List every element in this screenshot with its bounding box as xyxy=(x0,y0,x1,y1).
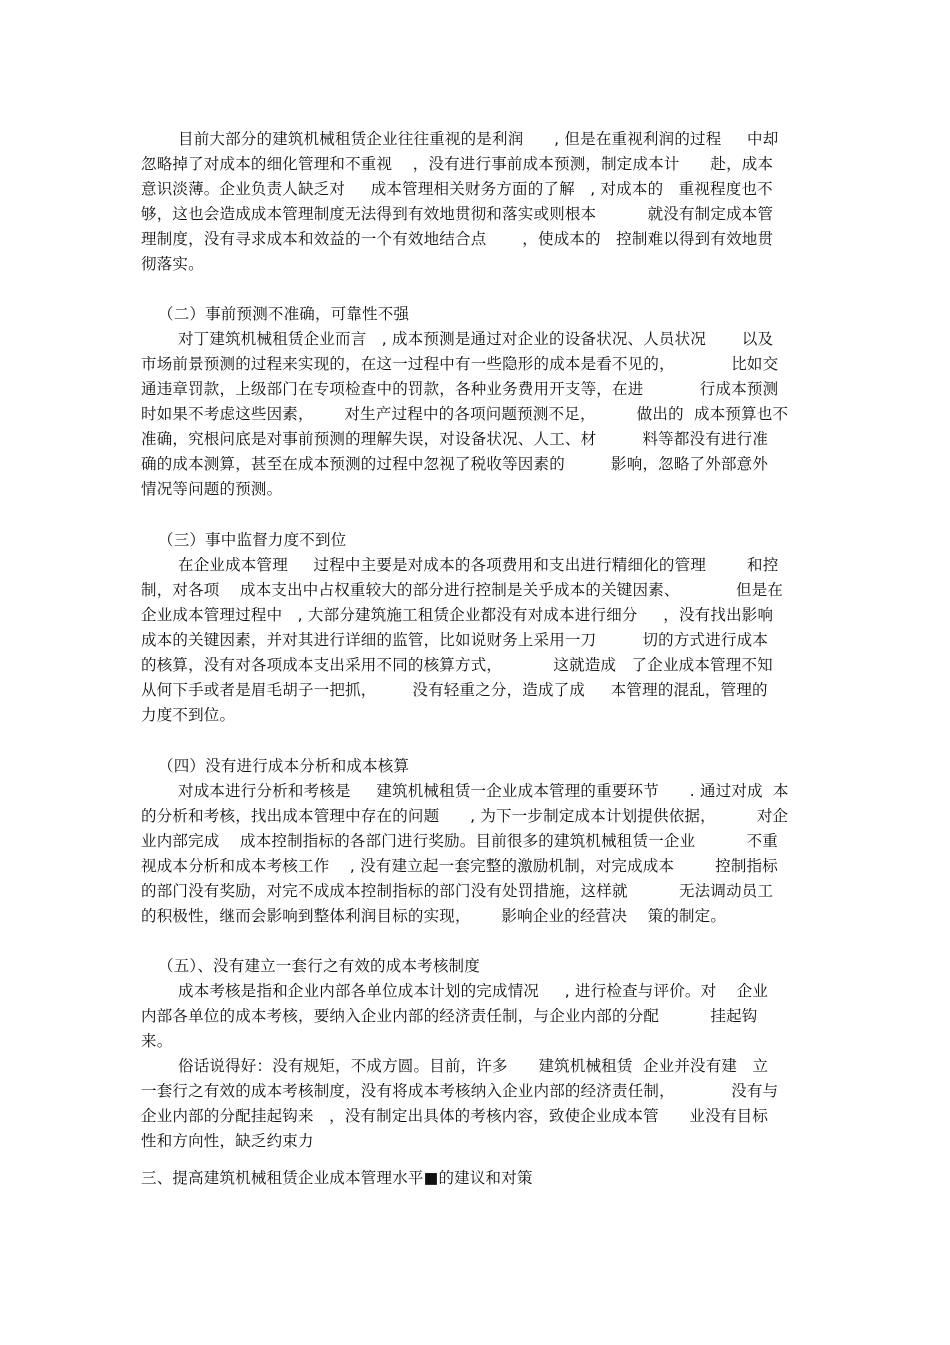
paragraph-line: 企业内部的分配挂起钩来 ，没有制定出具体的考核内容，致使企业成本管 业没有目标 xyxy=(141,1107,769,1125)
paragraph-line: 力度不到位。 xyxy=(141,706,236,724)
paragraph-line: 情况等问题的预测。 xyxy=(141,480,283,498)
paragraph-line: 俗话说得好：没有规矩，不成方圆。目前，许多 建筑机械租赁 企业并没有建 立 xyxy=(178,1057,769,1075)
paragraph-line: 的部门没有奖励，对完不成成本控制指标的部门没有处罚措施，这样就 无法调动员工 xyxy=(141,882,774,900)
paragraph-line: 够，这也会造成成本管理制度无法得到有效地贯彻和落实或则根本 就没有制定成本管 xyxy=(141,205,774,223)
paragraph-line: 在企业成本管理 过程中主要是对成本的各项费用和支出进行精细化的管理 和控 xyxy=(178,556,779,574)
paragraph-line: 时如果不考虑这些因素， 对生产过程中的各项问题预测不足， 做出的 成本预算也不 xyxy=(141,405,789,423)
paragraph-line: 对丁建筑机械租赁企业而言 , 成本预测是通过对企业的设备状况、人员状况 以及 xyxy=(178,330,774,348)
paragraph-line: 准确，究根问底是对事前预测的理解失误，对设备状况、人工、材 料等都没有进行准 xyxy=(141,430,769,448)
paragraph-line: 性和方向性，缺乏约束力 xyxy=(141,1132,314,1150)
paragraph-line: 市场前景预测的过程来实现的，在这一过程中有一些隐形的成本是看不见的， 比如交 xyxy=(141,355,779,373)
paragraph-line: 一套行之有效的成本考核制度，没有将成本考核纳入企业内部的经济责任制， 没有与 xyxy=(141,1082,779,1100)
section-heading: （三）事中监督力度不到位 xyxy=(158,531,347,549)
paragraph-line: 来。 xyxy=(141,1032,173,1050)
paragraph-line: 忽略掉了对成本的细化管理和不重视 ，没有进行事前成本预测，制定成本计 赴，成本 xyxy=(141,155,774,173)
paragraph-line: 意识淡薄。企业负责人缺乏对 成本管理相关财务方面的了解 , 对成本的 重视程度也不 xyxy=(141,180,773,198)
paragraph-line: 的分析和考核，找出成本管理中存在的问题 , 为下一步制定成本计划提供依据， 对企 xyxy=(141,807,789,825)
paragraph-line: 理制度，没有寻求成本和效益的一个有效地结合点 ，使成本的 控制难以得到有效地贯 xyxy=(141,230,774,248)
section-heading: （五）、没有建立一套行之有效的成本考核制度 xyxy=(158,957,480,975)
paragraph-line: 对成本进行分析和考核是 建筑机械租赁一企业成本管理的重要环节 . 通过对成 本 xyxy=(178,782,789,800)
paragraph-line: 的核算，没有对各项成本支出采用不同的核算方式， 这就造成 了企业成本管理不知 xyxy=(141,656,773,674)
paragraph-line: 的积极性，继而会影响到整体利润目标的实现， 影响企业的经营决 策的制定。 xyxy=(141,907,727,925)
paragraph-line: 确的成本测算，甚至在成本预测的过程中忽视了税收等因素的 影响，忽略了外部意外 xyxy=(141,455,769,473)
paragraph-line: 企业成本管理过程中 , 大部分建筑施工租赁企业都没有对成本进行细分 ，没有找出影响 xyxy=(141,606,774,624)
chapter-heading: 三、提高建筑机械租赁企业成本管理水平■的建议和对策 xyxy=(141,1169,533,1187)
paragraph-line: 通违章罚款，上级部门在专项检查中的罚款，各种业务费用开支等，在进 行成本预测 xyxy=(141,380,779,398)
paragraph-line: 内部各单位的成本考核，要纳入企业内部的经济责任制，与企业内部的分配 挂起钩 xyxy=(141,1007,758,1025)
paragraph-line: 从何下手或者是眉毛胡子一把抓， 没有轻重之分，造成了成 本管理的混乱，管理的 xyxy=(141,681,768,699)
paragraph-line: 目前大部分的建筑机械租赁企业往往重视的是利润 , 但是在重视利润的过程 中却 xyxy=(178,130,779,148)
paragraph-line: 视成本分析和成本考核工作 , 没有建立起一套完整的激励机制，对完成成本 控制指标 xyxy=(141,857,778,875)
paragraph-line: 业内部完成 成本控制指标的各部门进行奖励。目前很多的建筑机械租赁一企业 不重 xyxy=(141,832,778,850)
paragraph-line: 成本考核是指和企业内部各单位成本计划的完成情况 , 进行检查与评价。对 企业 xyxy=(178,982,769,1000)
section-heading: （二）事前预测不准确，可靠性不强 xyxy=(158,305,410,323)
section-heading: （四）没有进行成本分析和成本核算 xyxy=(158,757,410,775)
paragraph-line: 制，对各项 成本支出中占权重较大的部分进行控制是关乎成本的关键因素、 但是在 xyxy=(141,581,784,599)
paragraph-line: 彻落实。 xyxy=(141,255,204,273)
paragraph-line: 成本的关键因素，并对其进行详细的监管，比如说财务上采用一刀 切的方式进行成本 xyxy=(141,631,769,649)
